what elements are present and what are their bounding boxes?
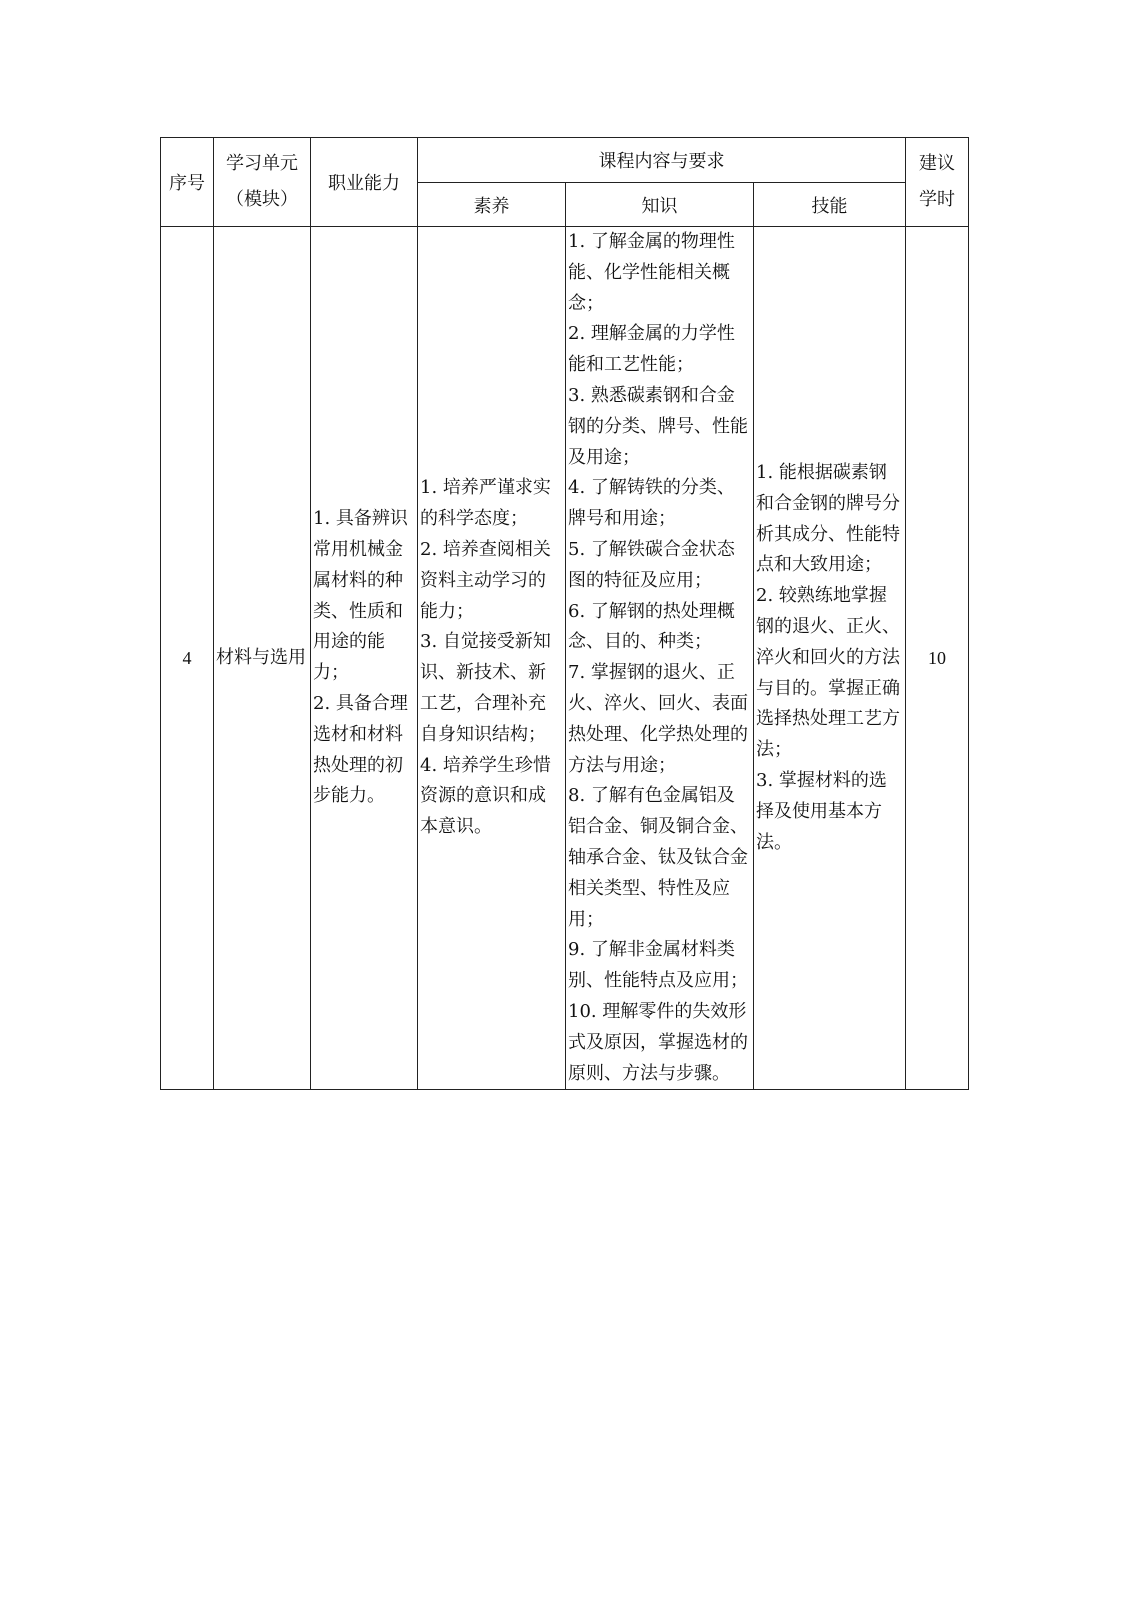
knowledge-item: 10. 理解零件的失效形式及原因，掌握选材的原则、方法与步骤。 (568, 1000, 748, 1084)
row-seq: 4 (161, 227, 214, 1090)
header-hours-line1: 建议 (919, 153, 956, 174)
knowledge-item: 5. 了解铁碳合金状态图的特征及应用； (568, 538, 735, 591)
knowledge-item: 2. 理解金属的力学性能和工艺性能； (568, 323, 735, 376)
quality-item: 3. 自觉接受新知识、新技术、新工艺，合理补充自身知识结构； (420, 631, 551, 745)
row-unit: 材料与选用 (214, 227, 311, 1090)
course-table (160, 137, 969, 1090)
header-unit (214, 138, 311, 227)
knowledge-item: 3. 熟悉碳素钢和合金钢的分类、牌号、性能及用途； (568, 384, 748, 468)
header-skill: 技能 (754, 183, 906, 227)
row-quality (418, 227, 566, 1090)
skill-item: 1. 能根据碳素钢和合金钢的牌号分析其成分、性能特点和大致用途； (756, 461, 900, 576)
header-unit-line2: （模块） (226, 189, 298, 210)
quality-item: 4. 培养学生珍惜资源的意识和成本意识。 (420, 754, 551, 838)
ability-item: 2. 具备合理选材和材料热处理的初步能力。 (313, 692, 408, 807)
skill-item: 3. 掌握材料的选择及使用基本方法。 (756, 769, 887, 853)
knowledge-item: 1. 了解金属的物理性能、化学性能相关概念； (568, 231, 735, 314)
row-skill (754, 227, 906, 1090)
knowledge-item: 9. 了解非金属材料类别、性能特点及应用； (568, 939, 748, 992)
row-ability (311, 227, 418, 1090)
knowledge-item: 8. 了解有色金属铝及铝合金、铜及铜合金、轴承合金、钛及钛合金相关类型、特性及应用； (568, 785, 748, 930)
quality-item: 2. 培养查阅相关资料主动学习的能力； (420, 538, 551, 622)
knowledge-item: 6. 了解钢的热处理概念、目的、种类； (568, 600, 735, 653)
header-hours-line2: 学时 (919, 189, 956, 210)
header-knowledge: 知识 (566, 183, 754, 227)
skill-item: 2. 较熟练地掌握钢的退火、正火、淬火和回火的方法与目的。掌握正确选择热处理工艺方法； (756, 585, 900, 761)
header-ability: 职业能力 (311, 138, 418, 227)
ability-item: 1. 具备辨识常用机械金属材料的种类、性质和用途的能力； (313, 508, 408, 684)
header-unit-line1: 学习单元 (226, 153, 298, 174)
header-content: 课程内容与要求 (418, 138, 906, 183)
row-hours: 10 (906, 227, 969, 1090)
header-quality: 素养 (418, 183, 566, 227)
header-hours (906, 138, 969, 227)
header-seq: 序号 (161, 138, 214, 227)
table-row (161, 227, 969, 1090)
knowledge-item: 4. 了解铸铁的分类、牌号和用途； (568, 477, 735, 530)
knowledge-item: 7. 掌握钢的退火、正火、淬火、回火、表面热处理、化学热处理的方法与用途； (568, 662, 748, 776)
row-knowledge (566, 227, 754, 1090)
quality-item: 1. 培养严谨求实的科学态度； (420, 477, 551, 530)
